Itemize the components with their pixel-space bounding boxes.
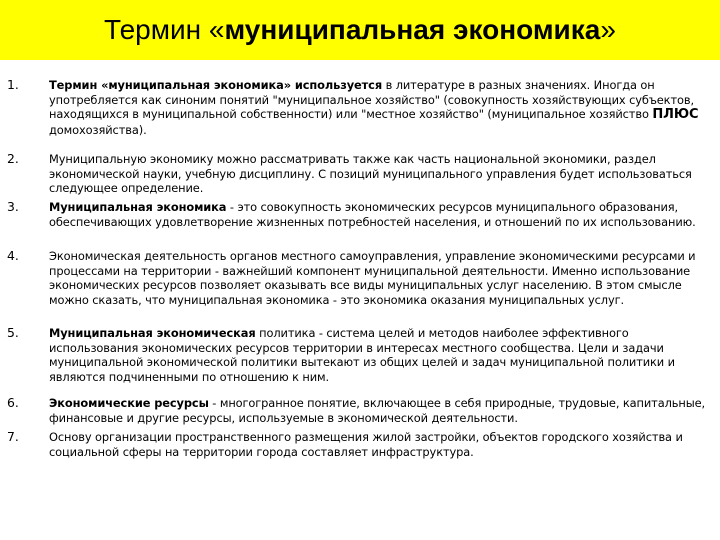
item-number: 7. [7,429,19,444]
item-plain-text-end: домохозяйства). [49,122,147,137]
item-bold-text: Муниципальная экономическая [49,326,256,340]
item-bold-text: Муниципальная экономика [49,200,227,214]
item-plain-text: политика - система целей и методов наиболее эффективного использования экономических ресурсов территории в интересах местного сообщества. Цели и задачи муниципальной экономической политики вытекают из общих целей и задач муниципальной политики и являются подчиненными по отношению к ним. [49,326,675,384]
item-text [49,200,715,229]
item-text [49,78,715,137]
item-text [49,152,715,196]
item-bold-text: Термин «муниципальная экономика» используется [49,78,383,92]
title-suffix: » [600,14,616,45]
item-number: 3. [7,199,19,214]
item-plain-text: Основу организации пространственного размещения жилой застройки, объектов городского хозяйства и социальной сферы на территории города составляет инфраструктура. [49,430,683,459]
item-number: 1. [7,77,19,92]
item-plain-text: Экономическая деятельность органов местного самоуправления, управление экономическими ресурсами и процессами на территории - важнейший компонент муниципальной деятельности. Именно использование экономических ресурсов позволяет оказывать все виды муниципальных услуг населению. В этом смысле можно сказать, что муниципальная экономика - это экономика оказания муниципальных услуг. [49,249,696,307]
item-number: 6. [7,395,19,410]
item-text [49,326,715,384]
item-plain-text: - многогранное понятие, включающее в себя природные, трудовые, капитальные, финансовые и другие ресурсы, используемые в экономической деятельности. [49,396,706,425]
item-number: 4. [7,248,19,263]
item-number: 5. [7,325,19,340]
item-plain-text: в литературе в разных значениях. Иногда он употребляется как синоним понятий "муниципальное хозяйство" (совокупность хозяйствующих субъектов, находящихся в муниципальной собственности) или "местное хозяйство" (муниципальное хозяйство [49,78,694,122]
item-plus-text: ПЛЮС [652,107,699,123]
item-plain-text: Муниципальную экономику можно рассматривать также как часть национальной экономики, раздел экономической науки, учебную дисциплину. С позиций муниципального управления будет использоваться следующее определение. [49,152,692,196]
item-bold-text: Экономические ресурсы [49,396,209,410]
item-text [49,249,715,307]
slide-title [104,14,616,46]
title-bar [0,0,720,60]
item-number: 2. [7,151,19,166]
item-text [49,396,715,425]
item-plain-text: - это совокупность экономических ресурсов муниципального образования, обеспечивающих удовлетворение жизненных потребностей населения, и отношений по их использованию. [49,200,696,229]
item-text [49,430,715,459]
title-prefix: Термин « [104,14,225,45]
title-bold: муниципальная экономика [224,14,601,45]
